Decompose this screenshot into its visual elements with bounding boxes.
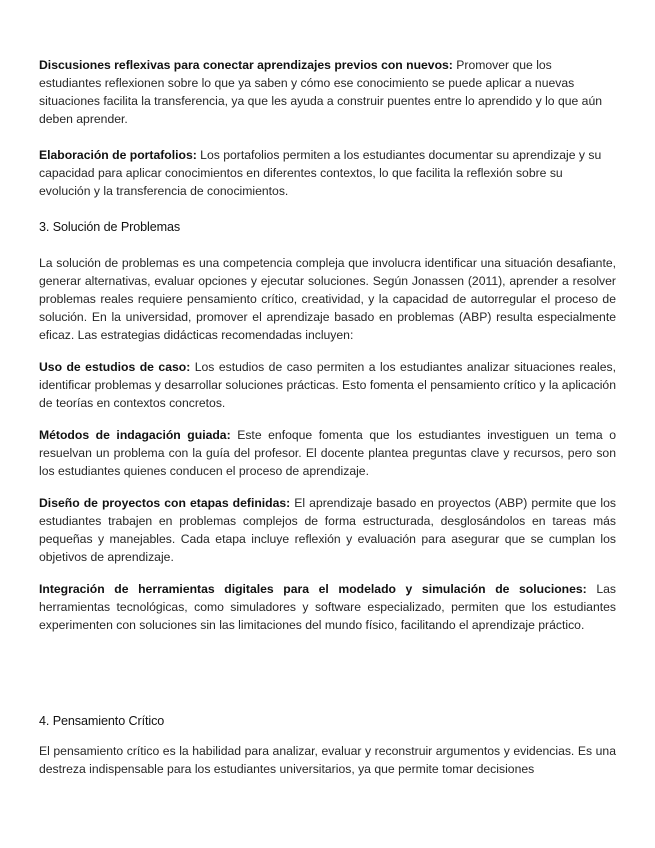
- paragraph-lead: Métodos de indagación guiada:: [39, 428, 231, 442]
- paragraph-text: Este enfoque fomenta que los estudiantes investiguen un tema o resuelvan un problema con la guía del profesor. El docente plantea preguntas clave y recursos, pero son los estudiantes quienes conducen el proceso de aprendizaje.: [39, 428, 616, 478]
- section-heading-pensamiento-critico: 4. Pensamiento Crítico: [39, 714, 165, 728]
- paragraph-solucion-intro: [39, 254, 616, 344]
- paragraph-pensamiento-critico-intro: [39, 742, 616, 778]
- paragraph-lead: Uso de estudios de caso:: [39, 360, 191, 374]
- paragraph-estudios-caso: [39, 358, 616, 412]
- paragraph-indagacion-guiada: [39, 426, 616, 480]
- paragraph-herramientas-digitales: [39, 580, 616, 634]
- paragraph-text: Los estudios de caso permiten a los estudiantes analizar situaciones reales, identificar problemas y desarrollar soluciones prácticas. Esto fomenta el pensamiento crítico y la aplicación de teorías en contextos concretos.: [39, 360, 617, 410]
- document-page: [39, 56, 616, 778]
- paragraph-text: El aprendizaje basado en proyectos (ABP) permite que los estudiantes trabajen en problemas complejos de forma estructurada, desglosándolos en tareas más pequeñas y manejables. Cada etapa incluye reflexión y evaluación para asegurar que se cumplan los objetivos de aprendizaje.: [39, 496, 616, 564]
- paragraph-text: Las herramientas tecnológicas, como simuladores y software especializado, permiten que los estudiantes experimenten con soluciones sin las limitaciones del mundo físico, facilitando el aprendizaje práctico.: [39, 582, 616, 632]
- paragraph-text: Los portafolios permiten a los estudiantes documentar su aprendizaje y su capacidad para aplicar conocimientos en diferentes contextos, lo que facilita la reflexión sobre su evolución y la transferencia de conocimientos.: [39, 148, 602, 198]
- paragraph-diseno-proyectos: [39, 494, 616, 566]
- paragraph-portafolios: [39, 146, 616, 200]
- paragraph-text: El pensamiento crítico es la habilidad para analizar, evaluar y reconstruir argumentos y evidencias. Es una destreza indispensable para los estudiantes universitarios, ya que permite tomar decisiones: [39, 744, 616, 776]
- section-heading-solucion-problemas: 3. Solución de Problemas: [39, 220, 181, 234]
- paragraph-lead: Diseño de proyectos con etapas definidas:: [39, 496, 291, 510]
- paragraph-text: La solución de problemas es una competencia compleja que involucra identificar una situación desafiante, generar alternativas, evaluar opciones y ejecutar soluciones. Según Jonassen (2011), aprender a resolver problemas reales requiere pensamiento crítico, creatividad, y la capacidad de autorregular el proceso de solución. En la universidad, promover el aprendizaje basado en problemas (ABP) resulta especialmente eficaz. Las estrategias didácticas recomendadas incluyen:: [39, 256, 616, 342]
- paragraph-lead: Elaboración de portafolios:: [39, 148, 197, 162]
- paragraph-lead: Integración de herramientas digitales para el modelado y simulación de soluciones:: [39, 582, 587, 596]
- paragraph-lead: Discusiones reflexivas para conectar aprendizajes previos con nuevos:: [39, 58, 453, 72]
- paragraph-discusiones-reflexivas: [39, 56, 616, 128]
- paragraph-text: Promover que los estudiantes reflexionen sobre lo que ya saben y cómo ese conocimiento se puede aplicar a nuevas situaciones facilita la transferencia, ya que les ayuda a construir puentes entre lo aprendido y lo que aún deben aprender.: [39, 58, 603, 126]
